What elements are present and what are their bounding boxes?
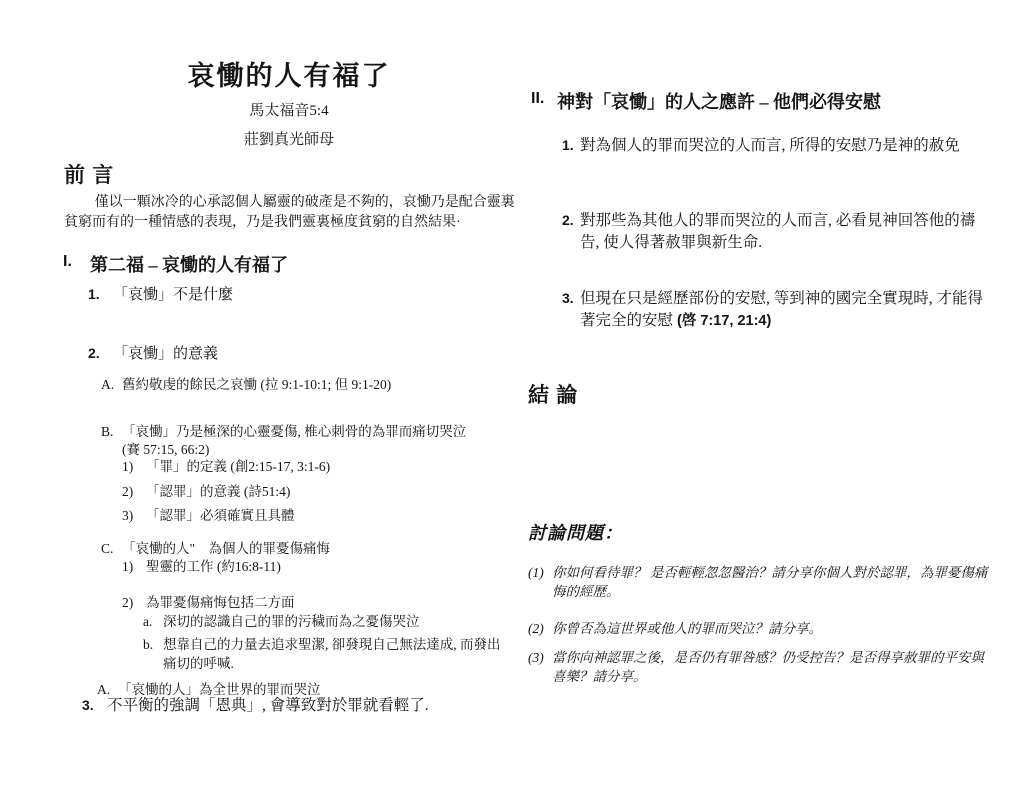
section-ii-number: II. <box>531 90 545 107</box>
item-text: 對為個人的罪而哭泣的人而言, 所得的安慰乃是神的赦免 <box>580 137 960 154</box>
point-label: 2) <box>122 484 134 499</box>
sub-item-reference: (賽 57:15, 66:2) <box>122 442 210 457</box>
outline-subpoint-b <box>143 635 509 673</box>
point-label: 1) <box>122 559 134 574</box>
outline-point <box>122 483 290 501</box>
subpoint-label: a. <box>143 614 153 629</box>
outline-point <box>122 558 281 576</box>
point-text: 為罪憂傷痛悔包括二方面 <box>146 595 295 610</box>
point-text: 「罪」的定義 (創2:15-17, 3:1-6) <box>146 459 331 474</box>
item-number: 3. <box>82 697 94 713</box>
subpoint-text: 深切的認識自己的罪的污穢而為之憂傷哭泣 <box>163 614 420 629</box>
sub-item-label: A. <box>97 682 111 697</box>
section-i-heading <box>63 251 288 277</box>
outline-point <box>122 507 295 525</box>
item-number: 3. <box>562 290 574 306</box>
item-text: 對那些為其他人的罪而哭泣的人而言, 必看見神回答他的禱告, 使人得著赦罪與新生命. <box>580 212 976 251</box>
outline-subpoint-a <box>143 612 420 631</box>
section-i-title: 第二福 – 哀慟的人有福了 <box>90 255 288 275</box>
promise-item-1 <box>562 135 984 157</box>
item-body: 但現在只是經歷部份的安慰, 等到神的國完全實現時, 才能得著完全的安慰 <box>580 290 984 329</box>
outline-point <box>122 594 295 612</box>
scripture-reference: (啓 7:17, 21:4) <box>677 313 772 329</box>
outline-sub-item-a <box>101 376 391 394</box>
promise-item-2 <box>562 210 984 254</box>
item-text: 「哀慟」不是什麼 <box>113 287 234 303</box>
item-number: 2. <box>88 345 100 361</box>
item-text: 「哀慟」的意義 <box>113 346 219 362</box>
item-text <box>580 288 984 332</box>
discussion-questions-heading: 討論問題： <box>528 523 623 543</box>
discussion-question-3 <box>528 648 992 686</box>
item-number: 1. <box>88 286 100 302</box>
question-number: (1) <box>528 565 544 580</box>
outline-sub-item-c <box>101 540 330 558</box>
sub-item-body: 「哀慟」乃是極深的心靈憂傷, 椎心刺骨的為罪而痛切哭泣 <box>122 424 467 439</box>
section-ii-heading <box>531 88 881 114</box>
sub-item-text <box>122 423 512 459</box>
point-label: 2) <box>122 595 134 610</box>
outline-point <box>122 458 330 476</box>
section-ii-title: 神對「哀慟」的人之應許 – 他們必得安慰 <box>557 92 881 112</box>
sub-item-text: 舊約敬虔的餘民之哀慟 (拉 9:1-10:1; 但 9:1-20) <box>122 377 392 392</box>
question-number: (3) <box>528 650 544 665</box>
preface-paragraph: 僅以一顆冰冷的心承認個人屬靈的破產是不夠的，哀慟乃是配合靈裏貧窮而有的一種情感的表現，乃是我們靈裏極度貧窮的自然結果· <box>64 195 515 230</box>
sub-item-text: 「哀慟的人」為全世界的罪而哭泣 <box>118 682 321 697</box>
question-text: 當你向神認罪之後，是否仍有罪咎感？仍受控告？是否得享赦罪的平安與喜樂？請分享。 <box>552 650 984 684</box>
discussion-question-2 <box>528 619 992 638</box>
item-number: 1. <box>562 137 574 153</box>
outline-item-2 <box>88 344 218 364</box>
sub-item-label: C. <box>101 541 114 556</box>
sub-item-text: 「哀慟的人" 為個人的罪憂傷痛悔 <box>122 541 331 556</box>
question-text: 你曾否為這世界或他人的罪而哭泣？請分享。 <box>552 621 822 636</box>
promise-item-3 <box>562 288 984 332</box>
item-text: 不平衡的強調「恩典」, 會導致對於罪就看輕了. <box>107 697 429 714</box>
author-name: 莊劉真光師母 <box>243 132 334 148</box>
point-text: 聖靈的工作 (約16:8-11) <box>146 559 281 574</box>
conclusion-heading: 結 論 <box>528 383 579 407</box>
sub-item-label: B. <box>101 424 114 439</box>
point-text: 「認罪」的意義 (詩51:4) <box>146 484 291 499</box>
point-label: 3) <box>122 508 134 523</box>
point-text: 「認罪」必須確實且具體 <box>146 508 295 523</box>
subpoint-label: b. <box>143 637 154 652</box>
point-label: 1) <box>122 459 134 474</box>
subpoint-text: 想靠自己的力量去追求聖潔, 卻發現自己無法達成, 而發出痛切的呼喊. <box>163 637 501 671</box>
document-title: 哀慟的人有福了 <box>187 61 391 91</box>
section-i-number: I. <box>63 253 72 270</box>
outline-item-3 <box>82 696 429 716</box>
sub-item-label: A. <box>101 377 115 392</box>
question-text: 你如何看待罪？ 是否輕輕忽忽醫治？請分享你個人對於認罪，為罪憂傷痛悔的經歷。 <box>552 565 988 599</box>
scripture-reference: 馬太福音5:4 <box>249 103 329 119</box>
outline-item-1 <box>88 285 233 305</box>
discussion-question-1 <box>528 563 992 601</box>
item-number: 2. <box>562 212 574 228</box>
outline-sub-item-b <box>101 423 512 459</box>
question-number: (2) <box>528 621 544 636</box>
preface-heading: 前 言 <box>64 163 115 187</box>
